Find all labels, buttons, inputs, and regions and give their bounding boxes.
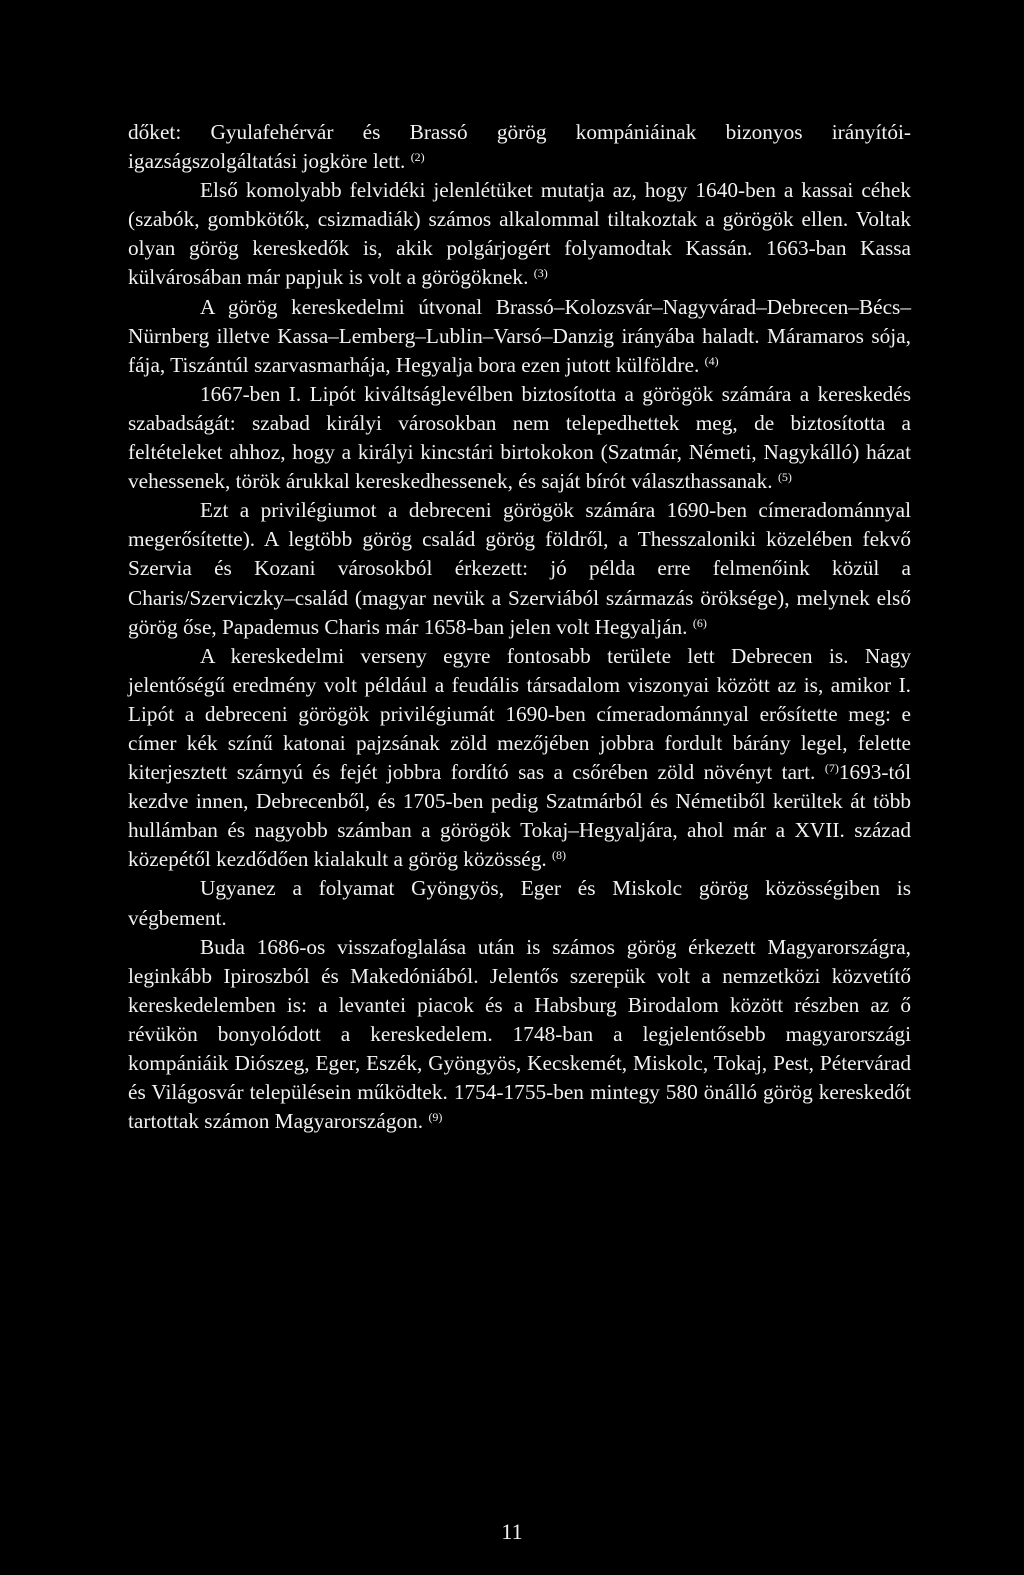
footnote-marker: (9)	[428, 1110, 443, 1124]
footnote-marker: (5)	[777, 469, 792, 484]
paragraph-text: A kereskedelmi verseny egyre fontosabb területe lett Debrecen is. Nagy jelentőségű eredmény volt például a feudális társadalom viszonyai között az is, amikor I. Lipót a debreceni görögök privilégiumát 1690-ben címeradománnyal erősítette meg: e címer kék színű katonai pajzsának zöld mezőjében jobbra fordult bárány legel, felette kiterjesztett szárnyú és fejét jobbra fordító sas a csőrében zöld növényt tart.	[128, 643, 911, 785]
page-number: 11	[501, 1519, 523, 1544]
paragraph	[128, 933, 911, 1137]
footnote-marker: (3)	[533, 266, 548, 281]
paragraph-text-continued: 1693-tól kezdve innen, Debrecenből, és 1705-ben pedig Szatmárból és Németiből kerültek át több hullámban és nagyobb számban a görögök Tokaj–Hegyaljára, ahol már a XVII. század közepétől kezdődően kialakult a görög közösség.	[128, 760, 911, 872]
footnote-marker: (8)	[552, 848, 567, 863]
paragraph	[128, 176, 911, 292]
paragraph-text: Buda 1686-os visszafoglalása után is számos görög érkezett Magyarországra, leginkább Ipiroszból és Makedóniából. Jelentős szerepük volt a nemzetközi közvetítő kereskedelemben is: a levantei piacok és a Habsburg Birodalom között részben az ő révükön bonyolódott a kereskedelem. 1748-ban a legjelentősebb magyarországi kompániáik Diószeg, Eger, Eszék, Gyöngyös, Kecskemét, Miskolc, Tokaj, Pest, Pétervárad és Világosvár településein működtek. 1754-1755-ben mintegy 580 önálló görög kereskedőt tartottak számon Magyarországon.	[128, 934, 911, 1134]
footnote-marker: (4)	[704, 353, 719, 368]
paragraph-text: Első komolyabb felvidéki jelenlétüket mutatja az, hogy 1640-ben a kassai céhek (szabók, gombkötők, csizmadiák) számos alkalommal tiltakoztak a görögök ellen. Voltak olyan görög kereskedők is, akik polgárjogért folyamodtak Kassán. 1663-ban Kassa külvárosában már papjuk is volt a görögöknek.	[128, 178, 911, 290]
body-text	[128, 118, 911, 1136]
paragraph	[128, 293, 911, 380]
footnote-marker: (7)	[824, 760, 839, 775]
paragraph	[128, 496, 911, 641]
paragraph	[128, 118, 911, 176]
paragraph-text: dőket: Gyulafehérvár és Brassó görög kompániáinak bizonyos irányítói-igazságszolgáltatási jogköre lett.	[128, 120, 911, 174]
footnote-marker: (6)	[692, 615, 707, 630]
paragraph	[128, 642, 911, 875]
paragraph-text: A görög kereskedelmi útvonal Brassó–Kolozsvár–Nagyvárad–Debrecen–Bécs–Nürnberg illetve Kassa–Lemberg–Lublin–Varsó–Danzig irányába haladt. Máramaros sója, fája, Tiszántúl szarvasmarhája, Hegyalja bora ezen jutott külföldre.	[128, 294, 911, 377]
paragraph	[128, 380, 911, 496]
paragraph	[128, 874, 911, 932]
footnote-marker: (2)	[410, 149, 425, 164]
paragraph-text: 1667-ben I. Lipót kiváltságlevélben biztosította a görögök számára a kereskedés szabadságát: szabad királyi városokban nem telepedhettek meg, de biztosította a feltételeket ahhoz, hogy a királyi kincstári birtokokon (Szatmár, Németi, Nagykálló) házat vehessenek, török árukkal kereskedhessenek, és saját bírót választhassanak.	[128, 381, 911, 494]
paragraph-text: Ezt a privilégiumot a debreceni görögök számára 1690-ben címeradománnyal megerősítette). A legtöbb görög család görög földről, a Thesszaloniki közelében fekvő Szervia és Kozani városokból érkezett: jó példa erre felmenőink közül a Charis/Szerviczky–család (magyar nevük a Szerviából származás öröksége), melynek első görög őse, Papademus Charis már 1658-ban jelen volt Hegyalján.	[128, 498, 911, 639]
paragraph-text: Ugyanez a folyamat Gyöngyös, Eger és Miskolc görög közösségiben is végbement.	[128, 876, 911, 930]
